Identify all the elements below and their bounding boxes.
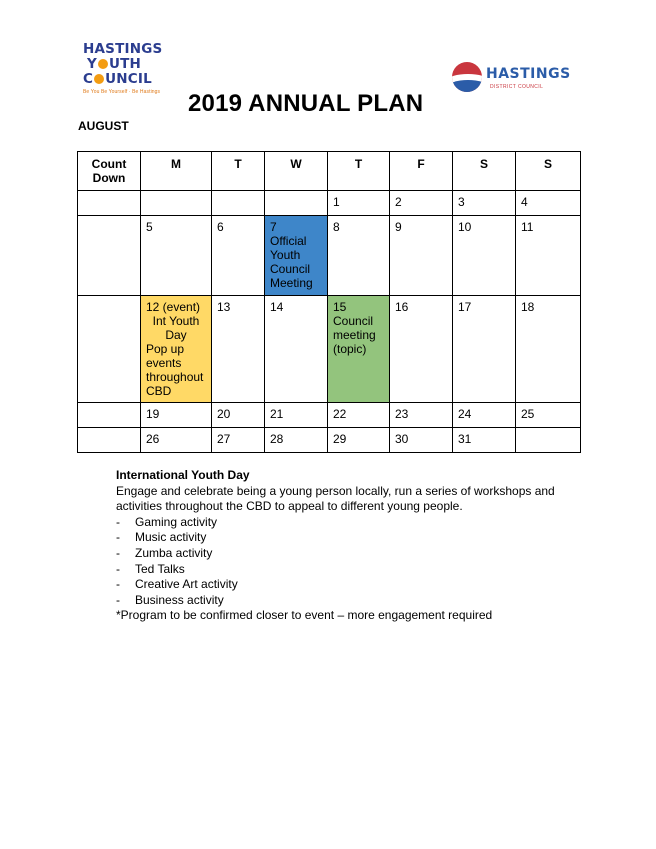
countdown-cell: [78, 296, 141, 403]
day-cell: 24: [453, 403, 516, 428]
day-cell: [141, 191, 212, 216]
list-item: - Ted Talks: [116, 561, 185, 576]
notes-body: Engage and celebrate being a young person locally, run a series of workshops and activities throughout the CBD to appeal to different young people.: [116, 483, 555, 514]
logo-left-line2: Y UTH: [87, 56, 142, 72]
list-item: - Music activity: [116, 530, 207, 545]
logo-orange-dot-icon: [98, 59, 108, 69]
day-cell: 18: [516, 296, 581, 403]
day-cell: 29: [328, 428, 390, 453]
month-label: AUGUST: [78, 119, 129, 133]
day-cell: 13: [212, 296, 265, 403]
header-saturday: S: [453, 152, 516, 191]
calendar-table: [77, 151, 581, 453]
notes-heading: International Youth Day: [116, 468, 250, 482]
day-cell: 11: [516, 216, 581, 296]
hastings-district-council-logo: [452, 60, 572, 98]
day-cell: 31: [453, 428, 516, 453]
list-item: - Zumba activity: [116, 545, 213, 560]
logo-left-line1: HASTINGS: [83, 41, 163, 57]
day-cell: 17: [453, 296, 516, 403]
logo-orange-dot-icon: [94, 74, 104, 84]
logo-right-subtitle: DISTRICT COUNCIL: [490, 84, 544, 90]
header-sunday: S: [516, 152, 581, 191]
countdown-cell: [78, 428, 141, 453]
header-wednesday: W: [265, 152, 328, 191]
calendar-week-row: [78, 428, 581, 453]
logo-right-name: HASTINGS: [486, 66, 571, 82]
day-cell: 30: [390, 428, 453, 453]
header-tuesday: T: [212, 152, 265, 191]
day-cell: 21: [265, 403, 328, 428]
header-countdown: Count Down: [78, 152, 141, 191]
calendar-week-row: [78, 191, 581, 216]
day-cell: 22: [328, 403, 390, 428]
hastings-youth-council-logo: [83, 42, 163, 95]
day-cell: 6: [212, 216, 265, 296]
header-friday: F: [390, 152, 453, 191]
countdown-cell: [78, 216, 141, 296]
day-cell: 5: [141, 216, 212, 296]
calendar-header-row: [78, 152, 581, 191]
day-cell: 23: [390, 403, 453, 428]
day-cell: 4: [516, 191, 581, 216]
day-cell: 25: [516, 403, 581, 428]
activity-list: [116, 515, 576, 609]
header-monday: M: [141, 152, 212, 191]
countdown-cell: [78, 403, 141, 428]
calendar-week-row: [78, 216, 581, 296]
calendar-week-row: [78, 296, 581, 403]
day-cell: 2: [390, 191, 453, 216]
day-cell: 19: [141, 403, 212, 428]
day-cell: [265, 191, 328, 216]
page-title: 2019 ANNUAL PLAN: [188, 90, 424, 117]
event-notes: [116, 468, 576, 624]
day-cell: 28: [265, 428, 328, 453]
event-cell-council-meeting: 15 Council meeting (topic): [328, 296, 390, 403]
day-cell: 10: [453, 216, 516, 296]
list-item: - Business activity: [116, 592, 224, 607]
logo-left-line3: C UNCIL: [83, 71, 152, 87]
day-cell: [516, 428, 581, 453]
day-cell: 27: [212, 428, 265, 453]
notes-footnote: *Program to be confirmed closer to event – more engagement required: [116, 608, 493, 623]
logo-left-tagline: Be You Be Yourself · Be Hastings: [83, 89, 161, 95]
header-thursday: T: [328, 152, 390, 191]
day-cell: 20: [212, 403, 265, 428]
day-cell: 16: [390, 296, 453, 403]
calendar-week-row: [78, 403, 581, 428]
countdown-cell: [78, 191, 141, 216]
day-cell: 3: [453, 191, 516, 216]
day-cell: 26: [141, 428, 212, 453]
list-item: - Creative Art activity: [116, 577, 238, 592]
event-cell-international-youth-day: 12 (event) Int Youth Day Pop up events throughout CBD: [141, 296, 212, 403]
day-cell: 14: [265, 296, 328, 403]
day-cell: 1: [328, 191, 390, 216]
day-cell: 9: [390, 216, 453, 296]
council-emblem-icon: [452, 62, 482, 92]
list-item: - Gaming activity: [116, 514, 218, 529]
day-cell: [212, 191, 265, 216]
event-cell-official-youth-council-meeting: 7 Official Youth Council Meeting: [265, 216, 328, 296]
day-cell: 8: [328, 216, 390, 296]
